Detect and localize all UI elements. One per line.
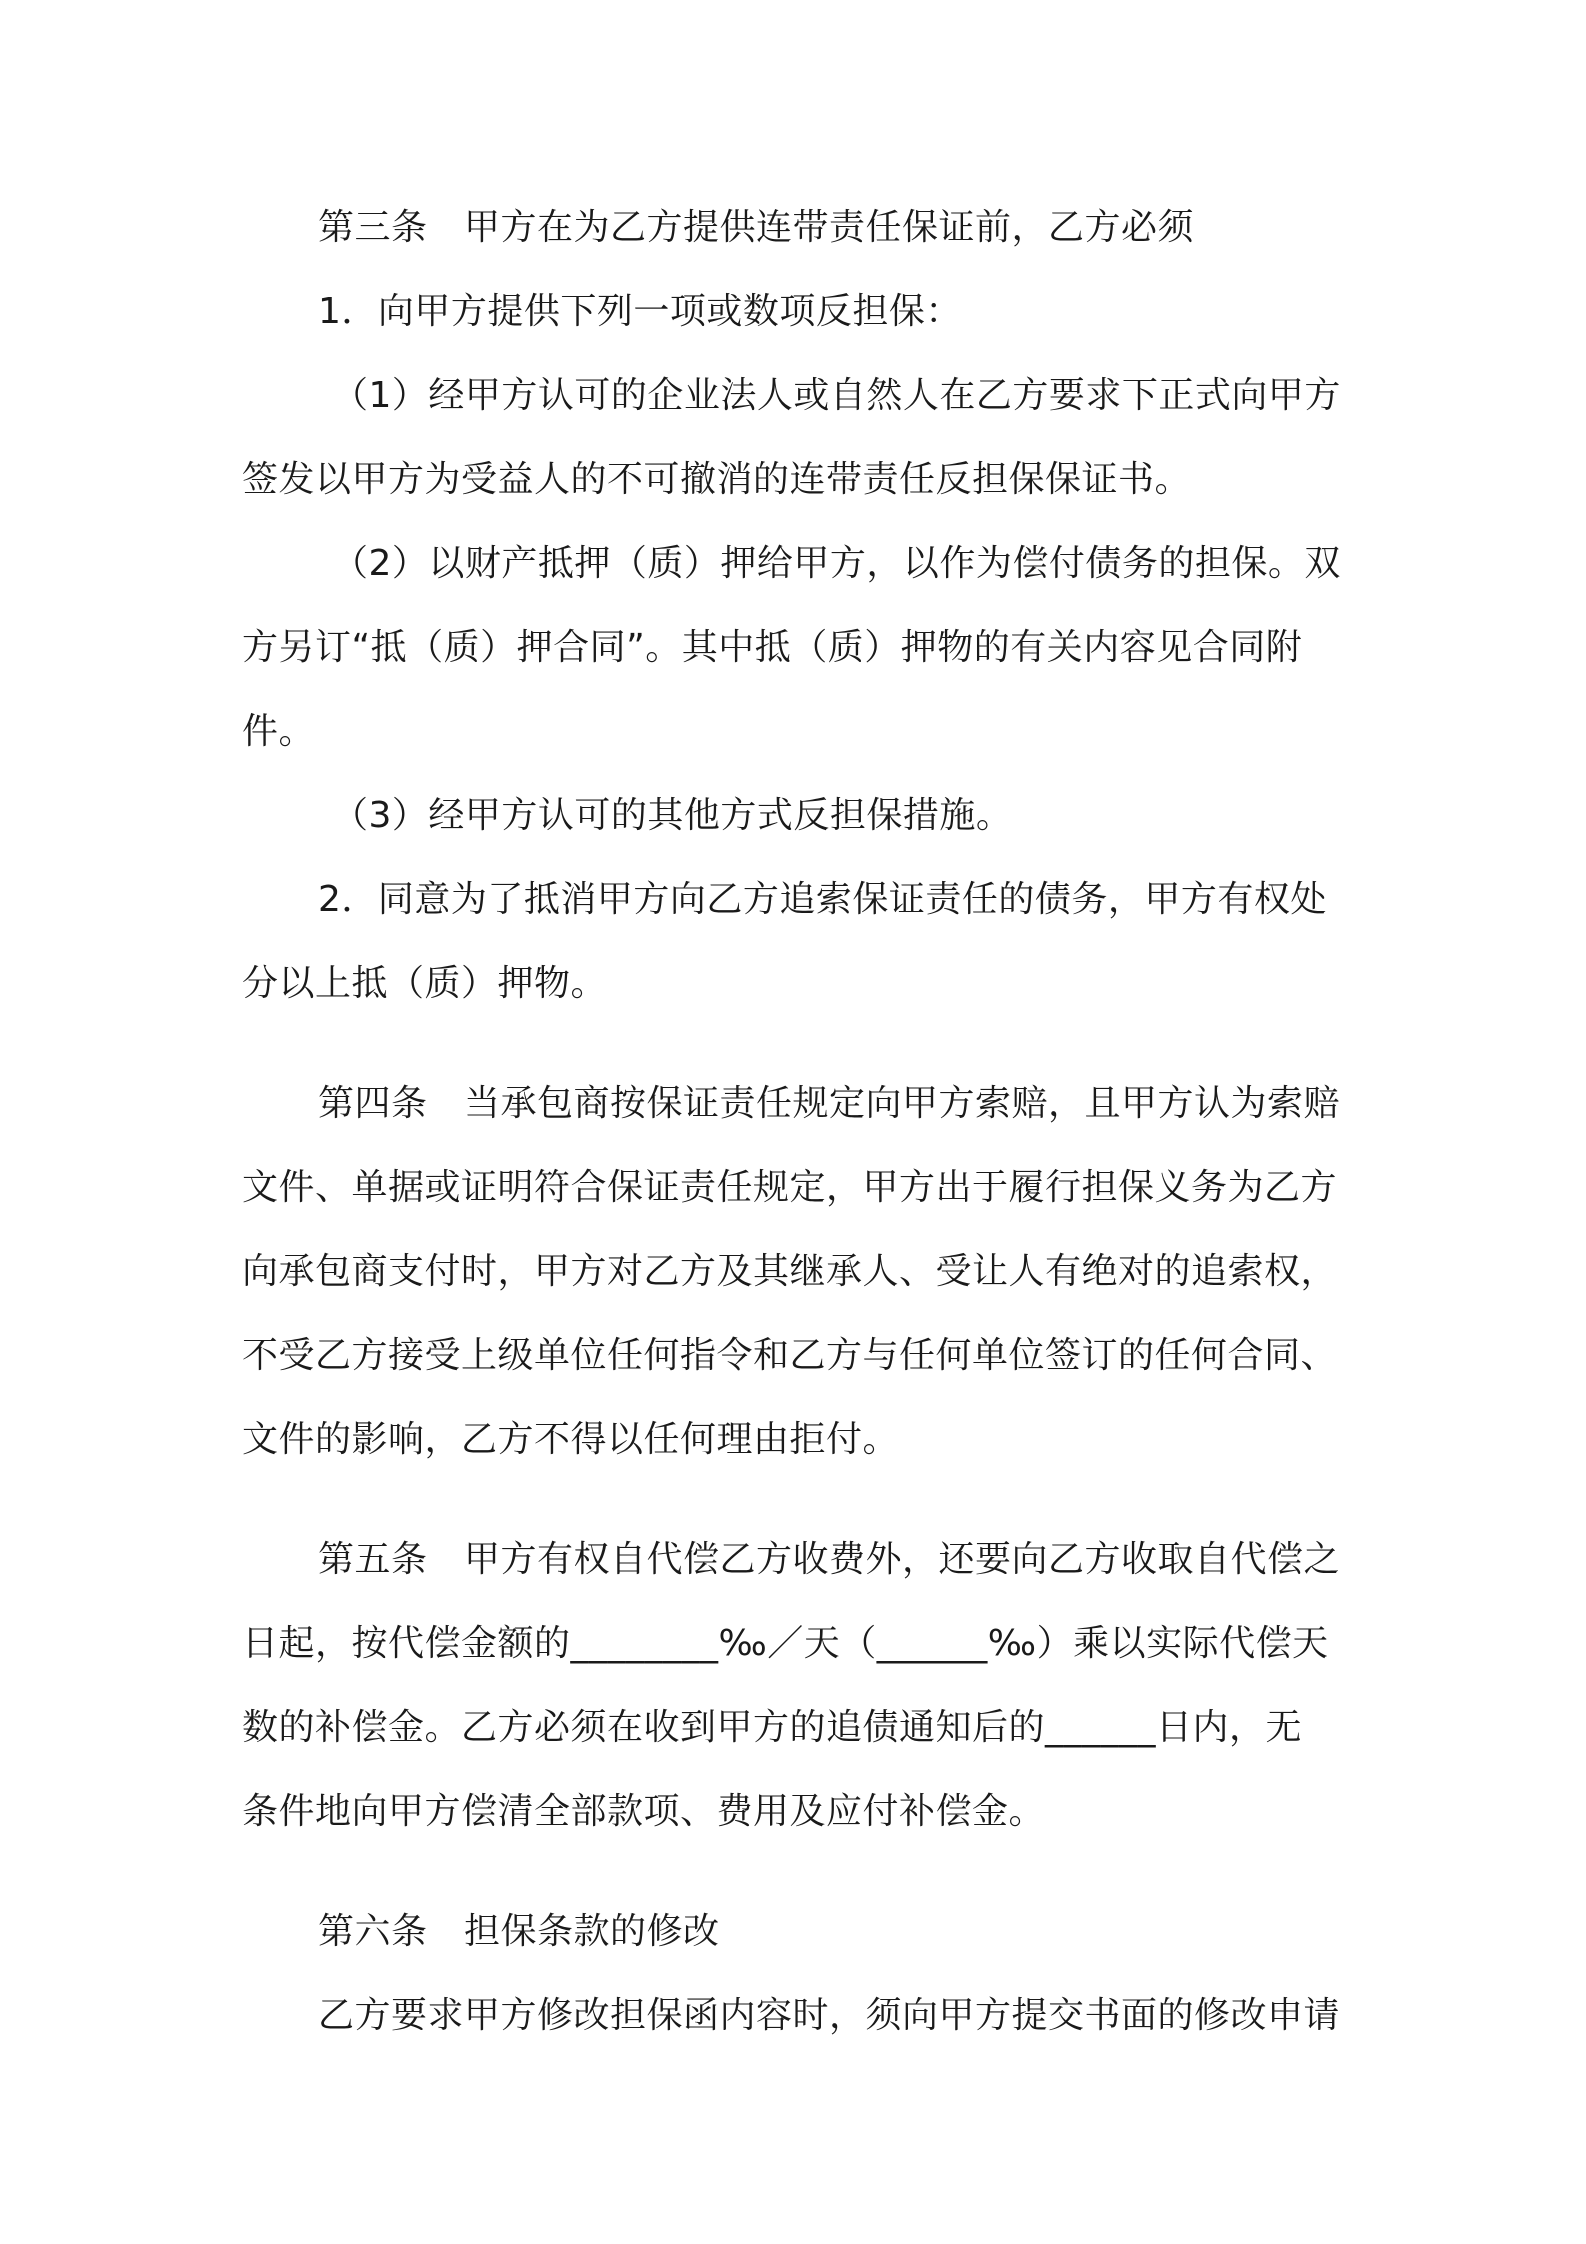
article-3-sub-1-line-1: （1）经甲方认可的企业法人或自然人在乙方要求下正式向甲方: [332, 375, 1341, 416]
article-3-item-2-line-1: 2．同意为了抵消甲方向乙方追索保证责任的债务，甲方有权处: [318, 879, 1327, 920]
article-3-item-2-line-2: 分以上抵（质）押物。: [242, 963, 608, 1004]
article-5-line-2: 日起，按代偿金额的________‰／天（______‰）乘以实际代偿天: [242, 1623, 1329, 1664]
article-3-sub-2-line-3: 件。: [242, 711, 316, 752]
article-3-sub-1-line-2: 签发以甲方为受益人的不可撤消的连带责任反担保保证书。: [242, 459, 1192, 500]
article-3-sub-2-line-1: （2）以财产抵押（质）押给甲方，以作为偿付债务的担保。双: [332, 543, 1341, 584]
article-6-line-1: 乙方要求甲方修改担保函内容时，须向甲方提交书面的修改申请: [318, 1995, 1341, 2036]
article-4-line-2: 文件、单据或证明符合保证责任规定，甲方出于履行担保义务为乙方: [242, 1167, 1338, 1208]
article-3-sub-2-line-2: 方另订“抵（质）押合同”。其中抵（质）押物的有关内容见合同附: [242, 627, 1303, 668]
article-3-sub-3: （3）经甲方认可的其他方式反担保措施。: [332, 795, 1013, 836]
article-4-line-4: 不受乙方接受上级单位任何指令和乙方与任何单位签订的任何合同、: [242, 1335, 1338, 1376]
article-4-line-3: 向承包商支付时，甲方对乙方及其继承人、受让人有绝对的追索权，: [242, 1251, 1338, 1292]
article-4-line-5: 文件的影响，乙方不得以任何理由拒付。: [242, 1419, 900, 1460]
article-3-heading: 第三条 甲方在为乙方提供连带责任保证前，乙方必须: [318, 207, 1195, 248]
article-5-line-3: 数的补偿金。乙方必须在收到甲方的追债通知后的______日内，无: [242, 1707, 1303, 1748]
article-5-line-1: 第五条 甲方有权自代偿乙方收费外，还要向乙方收取自代偿之: [318, 1539, 1341, 1580]
article-4-line-1: 第四条 当承包商按保证责任规定向甲方索赔，且甲方认为索赔: [318, 1083, 1341, 1124]
article-6-heading: 第六条 担保条款的修改: [318, 1911, 720, 1952]
article-3-item-1: 1．向甲方提供下列一项或数项反担保：: [318, 291, 962, 332]
article-5-line-4: 条件地向甲方偿清全部款项、费用及应付补偿金。: [242, 1791, 1046, 1832]
